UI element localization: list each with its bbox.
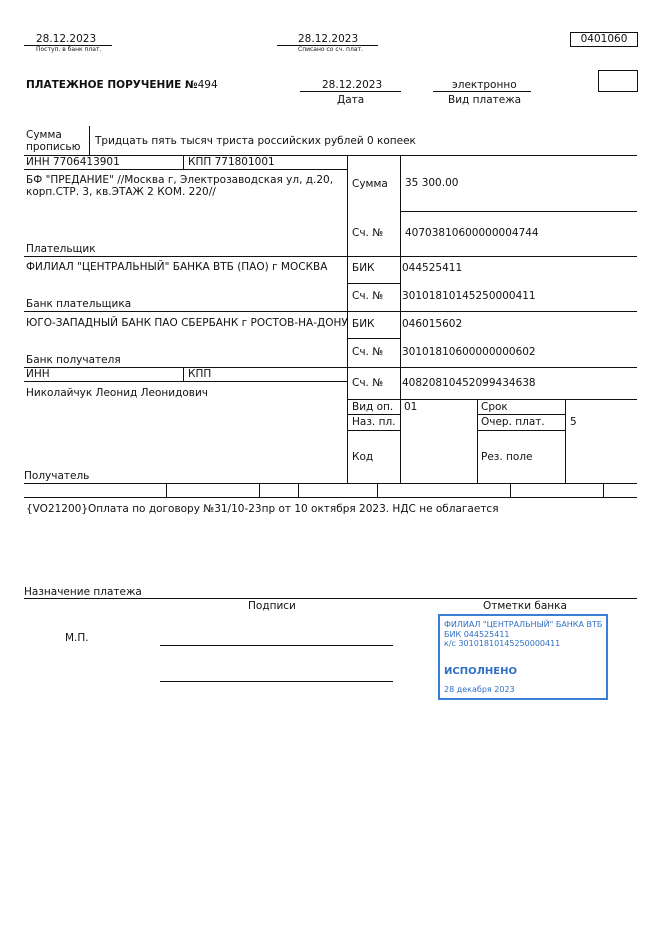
grid-line — [24, 497, 637, 498]
grid-line — [24, 311, 637, 312]
payee-bank-name: ЮГО-ЗАПАДНЫЙ БАНК ПАО СБЕРБАНК г РОСТОВ-НА-ДОНУ — [26, 317, 348, 329]
grid-line — [24, 367, 637, 368]
signatures-label: Подписи — [248, 600, 296, 612]
form-code: 0401060 — [570, 32, 638, 47]
grid-line — [24, 169, 347, 170]
payer-bank-caption: Банк плательщика — [26, 298, 132, 310]
grid-line — [89, 126, 90, 155]
purpose-caption: Назначение платежа — [24, 586, 142, 598]
stamp-date: 28 декабря 2023 — [444, 685, 515, 694]
grid-line — [24, 483, 637, 484]
payee-bank-bik-label: БИК — [352, 318, 375, 330]
payment-type-line — [433, 91, 531, 92]
payer-bank-account-label: Сч. № — [352, 290, 384, 302]
grid-line — [298, 483, 299, 497]
amount-label: Сумма — [352, 178, 388, 190]
payer-kpp: КПП 771801001 — [188, 156, 275, 168]
grid-line — [347, 399, 637, 400]
payer-inn: ИНН 7706413901 — [26, 156, 120, 168]
payee-name: Николайчук Леонид Леонидович — [26, 387, 208, 399]
order-title — [26, 79, 218, 92]
payer-caption: Плательщик — [26, 243, 96, 255]
grid-line — [400, 155, 401, 483]
signature-line-2 — [160, 681, 393, 682]
stamp-status: ИСПОЛНЕНО — [444, 666, 517, 677]
amount-words-label-2: прописью — [26, 141, 81, 153]
amount-value: 35 300.00 — [405, 177, 459, 189]
grid-line — [24, 381, 347, 382]
debited-date: 28.12.2023 — [298, 33, 359, 45]
payee-inn-label: ИНН — [26, 368, 50, 380]
grid-line — [183, 155, 184, 169]
priority-label: Очер. плат. — [481, 416, 545, 428]
stamp-line-1: ФИЛИАЛ "ЦЕНТРАЛЬНЫЙ" БАНКА ВТБ — [444, 620, 603, 629]
order-date: 28.12.2023 — [322, 79, 383, 91]
op-type-label: Вид оп. — [352, 401, 394, 413]
order-number: 494 — [197, 79, 218, 91]
payer-account: 40703810600000004744 — [405, 227, 539, 239]
grid-line — [477, 430, 565, 431]
grid-line — [183, 367, 184, 381]
payer-bank-bik: 044525411 — [402, 262, 463, 274]
payee-caption: Получатель — [24, 470, 90, 482]
amount-words-label-1: Сумма — [26, 129, 62, 141]
op-type-value: 01 — [404, 401, 418, 413]
received-date: 28.12.2023 — [36, 33, 97, 45]
payer-bank-name: ФИЛИАЛ "ЦЕНТРАЛЬНЫЙ" БАНКА ВТБ (ПАО) г МОСКВА — [26, 261, 328, 273]
grid-line — [259, 483, 260, 497]
payee-account-label: Сч. № — [352, 377, 384, 389]
grid-line — [347, 414, 400, 415]
grid-line — [477, 399, 478, 483]
payer-bank-bik-label: БИК — [352, 262, 375, 274]
grid-line — [510, 483, 511, 497]
purpose-text: {VO21200}Оплата по договору №31/10-23пр от 10 октября 2023. НДС не облагается — [26, 503, 499, 515]
order-title-label: ПЛАТЕЖНОЕ ПОРУЧЕНИЕ № — [26, 79, 198, 91]
grid-line — [377, 483, 378, 497]
grid-line — [400, 211, 637, 212]
empty-code-box — [598, 70, 638, 92]
received-caption: Поступ. в банк плат. — [36, 46, 102, 53]
amount-words-value: Тридцать пять тысяч триста российских рублей 0 копеек — [95, 135, 416, 147]
stamp-line-2: БИК 044525411 — [444, 630, 510, 639]
grid-line — [347, 283, 400, 284]
bank-stamp — [438, 614, 608, 700]
grid-line — [24, 256, 637, 257]
order-date-caption: Дата — [337, 94, 365, 106]
debited-caption: Списано со сч. плат. — [298, 46, 363, 53]
seal-label: М.П. — [65, 632, 89, 644]
term-label: Срок — [481, 401, 508, 413]
code-label: Код — [352, 451, 374, 463]
stamp-line-3: к/с 30101810145250000411 — [444, 639, 561, 648]
bank-marks-label: Отметки банка — [483, 600, 567, 612]
signature-line-1 — [160, 645, 393, 646]
payee-bank-bik: 046015602 — [402, 318, 463, 330]
reserve-label: Рез. поле — [481, 451, 533, 463]
grid-line — [166, 483, 167, 497]
payee-bank-caption: Банк получателя — [26, 354, 121, 366]
grid-line — [347, 338, 400, 339]
payer-name-line1: БФ "ПРЕДАНИЕ" //Москва г, Электрозаводская ул, д.20, — [26, 174, 334, 186]
purpose-code-label: Наз. пл. — [352, 416, 396, 428]
payment-type: электронно — [452, 79, 517, 91]
grid-line — [477, 414, 565, 415]
order-date-line — [300, 91, 401, 92]
grid-line — [565, 399, 566, 483]
payee-kpp-label: КПП — [188, 368, 212, 380]
grid-line — [347, 430, 400, 431]
priority-value: 5 — [570, 416, 577, 428]
payee-account: 40820810452099434638 — [402, 377, 536, 389]
grid-line — [603, 483, 604, 497]
payment-type-caption: Вид платежа — [448, 94, 522, 106]
payer-account-label: Сч. № — [352, 227, 384, 239]
payee-bank-account: 30101810600000000602 — [402, 346, 536, 358]
payer-name-line2: корп.СТР. 3, кв.ЭТАЖ 2 КОМ. 220// — [26, 186, 216, 198]
payee-bank-account-label: Сч. № — [352, 346, 384, 358]
payer-bank-account: 30101810145250000411 — [402, 290, 536, 302]
